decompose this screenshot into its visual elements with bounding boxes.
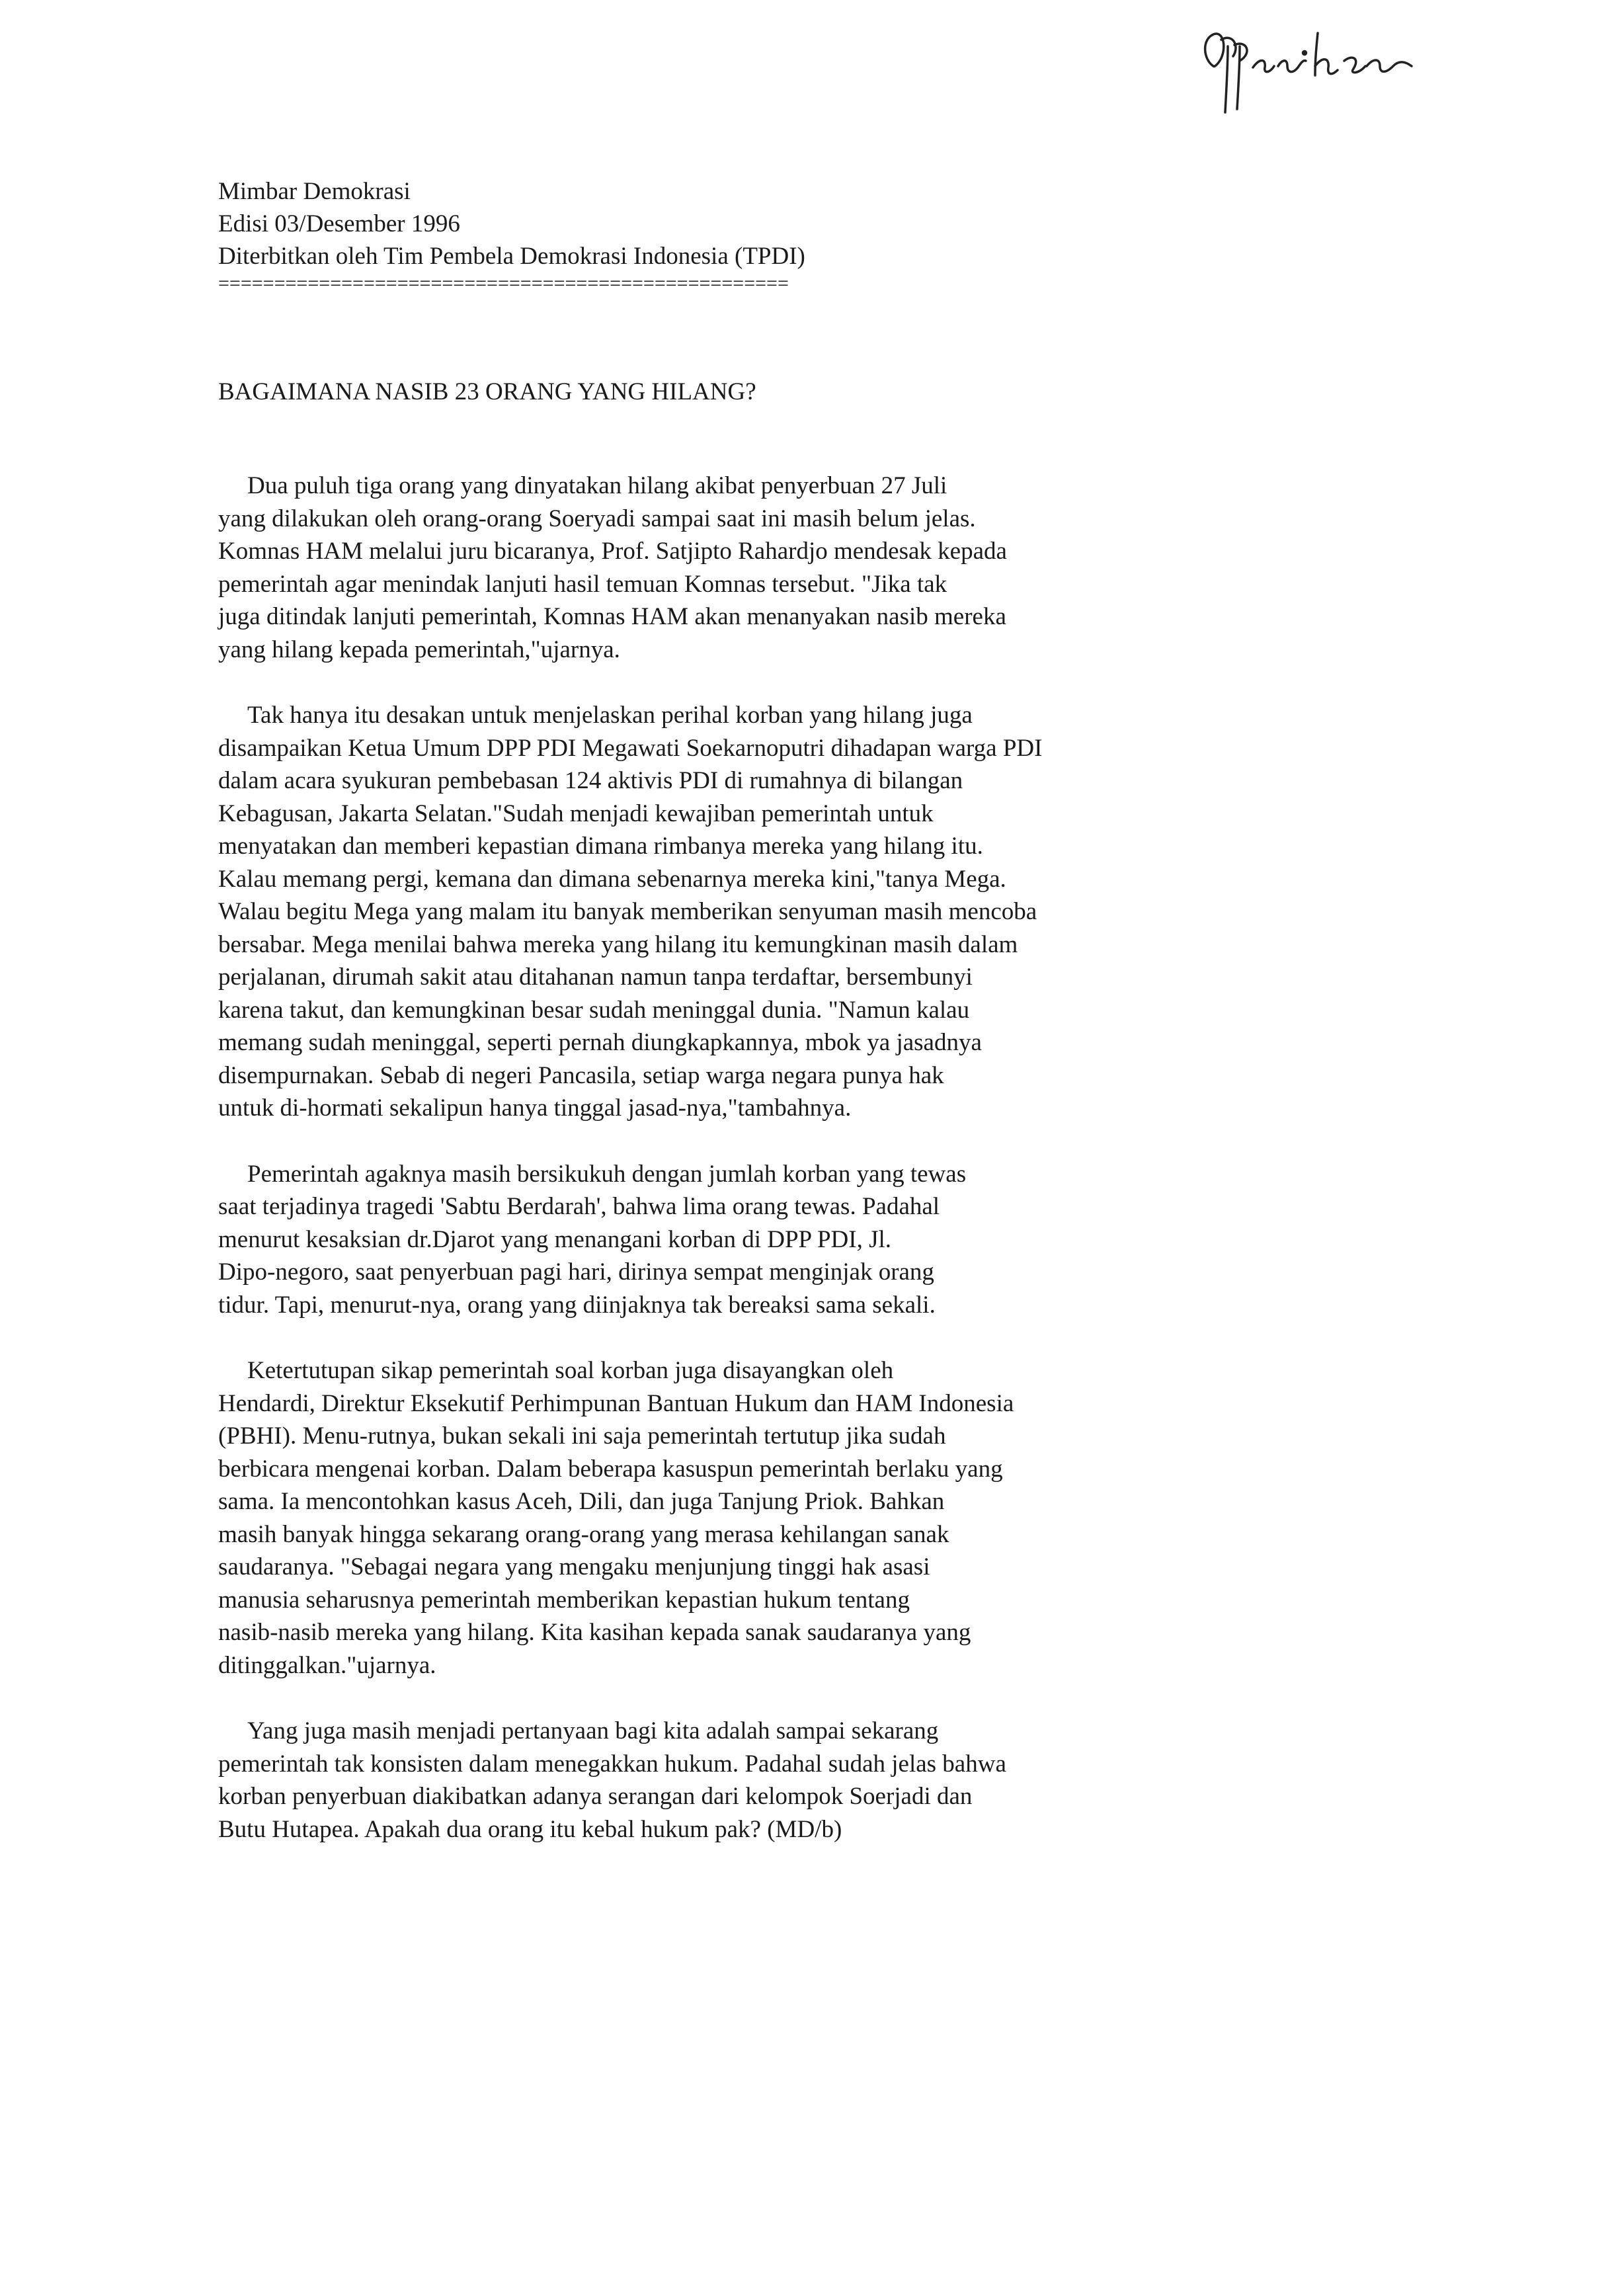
- paragraph-line: perjalanan, dirumah sakit atau ditahanan namun tanpa terdaftar, bersembunyi: [218, 964, 973, 991]
- paragraph-line: saudaranya. "Sebagai negara yang mengaku menjunjung tinggi hak asasi: [218, 1553, 930, 1580]
- paragraph-line: saat terjadinya tragedi 'Sabtu Berdarah', bahwa lima orang tewas. Padahal: [218, 1193, 940, 1220]
- paragraph-line: nasib-nasib mereka yang hilang. Kita kasihan kepada sanak saudaranya yang: [218, 1619, 971, 1646]
- paragraph-line: Tak hanya itu desakan untuk menjelaskan perihal korban yang hilang juga: [247, 702, 973, 729]
- paragraph-line: dalam acara syukuran pembebasan 124 aktivis PDI di rumahnya di bilangan: [218, 767, 963, 794]
- article-paragraph: [218, 1354, 1355, 1682]
- paragraph-line: Butu Hutapea. Apakah dua orang itu kebal hukum pak? (MD/b): [218, 1815, 842, 1843]
- paragraph-line: ditinggalkan."ujarnya.: [218, 1651, 436, 1679]
- paragraph-line: Dua puluh tiga orang yang dinyatakan hilang akibat penyerbuan 27 Juli: [247, 472, 947, 499]
- paragraph-line: juga ditindak lanjuti pemerintah, Komnas HAM akan menanyakan nasib mereka: [218, 603, 1006, 630]
- paragraph-line: pemerintah tak konsisten dalam menegakkan hukum. Padahal sudah jelas bahwa: [218, 1750, 1006, 1778]
- article-paragraph: [218, 1158, 1355, 1322]
- paragraph-line: karena takut, dan kemungkinan besar sudah meninggal dunia. "Namun kalau: [218, 996, 970, 1024]
- document-header: [218, 175, 1210, 294]
- paragraph-line: masih banyak hingga sekarang orang-orang yang merasa kehilangan sanak: [218, 1520, 949, 1548]
- header-divider: ===================================================: [218, 274, 789, 294]
- paragraph-line: menyatakan dan memberi kepastian dimana rimbanya mereka yang hilang itu.: [218, 833, 983, 860]
- paragraph-line: sama. Ia mencontohkan kasus Aceh, Dili, dan juga Tanjung Priok. Bahkan: [218, 1488, 945, 1515]
- handwritten-signature: [1187, 20, 1451, 119]
- paragraph-line: Hendardi, Direktur Eksekutif Perhimpunan Bantuan Hukum dan HAM Indonesia: [218, 1389, 1014, 1417]
- paragraph-line: Kalau memang pergi, kemana dan dimana sebenarnya mereka kini,"tanya Mega.: [218, 865, 1006, 893]
- paragraph-line: untuk di-hormati sekalipun hanya tinggal jasad-nya,"tambahnya.: [218, 1094, 852, 1122]
- article-paragraph: [218, 470, 1355, 666]
- paragraph-line: manusia seharusnya pemerintah memberikan kepastian hukum tentang: [218, 1586, 910, 1614]
- article-paragraph: [218, 1715, 1355, 1846]
- paragraph-line: Ketertutupan sikap pemerintah soal korban juga disayangkan oleh: [247, 1357, 894, 1384]
- paragraph-line: disampaikan Ketua Umum DPP PDI Megawati Soekarnoputri dihadapan warga PDI: [218, 734, 1043, 762]
- edition-line: Edisi 03/Desember 1996: [218, 210, 460, 237]
- paragraph-line: Pemerintah agaknya masih bersikukuh dengan jumlah korban yang tewas: [247, 1160, 967, 1188]
- paragraph-line: yang hilang kepada pemerintah,"ujarnya.: [218, 636, 620, 663]
- publisher-line: Diterbitkan oleh Tim Pembela Demokrasi Indonesia (TPDI): [218, 243, 805, 270]
- paragraph-line: bersabar. Mega menilai bahwa mereka yang hilang itu kemungkinan masih dalam: [218, 930, 1018, 958]
- paragraph-line: korban penyerbuan diakibatkan adanya serangan dari kelompok Soerjadi dan: [218, 1783, 973, 1810]
- paragraph-line: disempurnakan. Sebab di negeri Pancasila, setiap warga negara punya hak: [218, 1061, 944, 1089]
- signature-scribble: [1187, 20, 1451, 119]
- paragraph-line: pemerintah agar menindak lanjuti hasil temuan Komnas tersebut. "Jika tak: [218, 570, 947, 598]
- article-body: [218, 470, 1355, 1879]
- paragraph-line: menurut kesaksian dr.Djarot yang menangani korban di DPP PDI, Jl.: [218, 1225, 892, 1253]
- paragraph-line: Kebagusan, Jakarta Selatan."Sudah menjadi kewajiban pemerintah untuk: [218, 800, 934, 827]
- paragraph-line: berbicara mengenai korban. Dalam beberapa kasuspun pemerintah berlaku yang: [218, 1455, 1003, 1483]
- paragraph-line: tidur. Tapi, menurut-nya, orang yang diinjaknya tak bereaksi sama sekali.: [218, 1291, 936, 1319]
- article-title: BAGAIMANA NASIB 23 ORANG YANG HILANG?: [218, 378, 756, 405]
- publication-name: Mimbar Demokrasi: [218, 178, 411, 205]
- article-paragraph: [218, 699, 1355, 1125]
- paragraph-line: Walau begitu Mega yang malam itu banyak memberikan senyuman masih mencoba: [218, 898, 1037, 925]
- paragraph-line: yang dilakukan oleh orang-orang Soeryadi sampai saat ini masih belum jelas.: [218, 505, 976, 532]
- paragraph-line: Yang juga masih menjadi pertanyaan bagi kita adalah sampai sekarang: [247, 1717, 939, 1744]
- paragraph-line: memang sudah meninggal, seperti pernah diungkapkannya, mbok ya jasadnya: [218, 1029, 982, 1056]
- paragraph-line: Dipo-negoro, saat penyerbuan pagi hari, dirinya sempat menginjak orang: [218, 1258, 934, 1286]
- paragraph-line: Komnas HAM melalui juru bicaranya, Prof. Satjipto Rahardjo mendesak kepada: [218, 538, 1007, 565]
- paragraph-line: (PBHI). Menu-rutnya, bukan sekali ini saja pemerintah tertutup jika sudah: [218, 1422, 946, 1450]
